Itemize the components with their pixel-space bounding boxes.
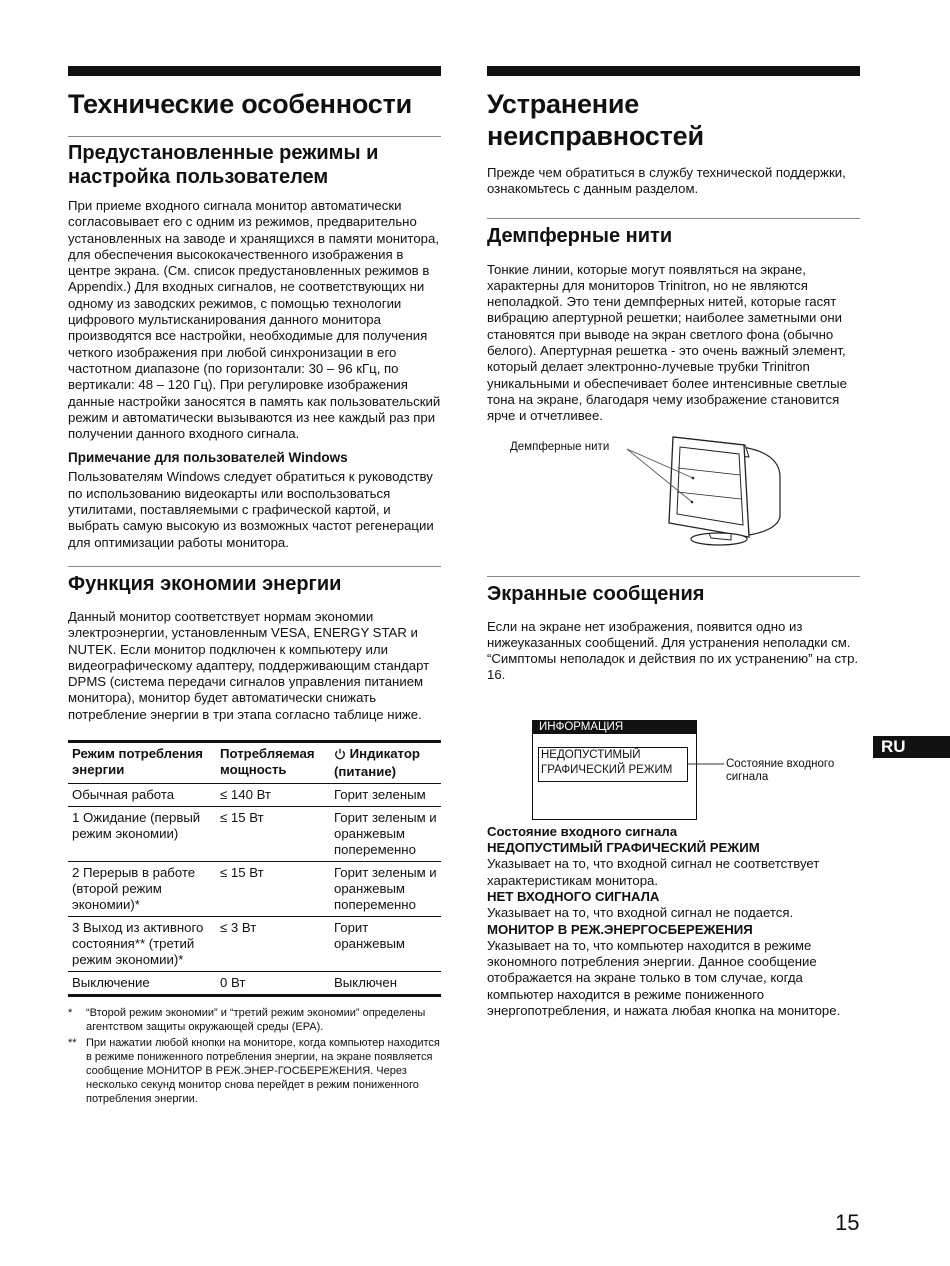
title-line: неисправностей: [487, 121, 704, 151]
divider: [487, 576, 860, 577]
osd-callout-line-text: сигнала: [726, 771, 769, 783]
page-title-tech-features: Технические особенности: [68, 89, 413, 119]
table-cell: 0 Вт: [220, 975, 246, 991]
heading-preset-modes: [68, 141, 441, 189]
table-cell: ≤ 15 Вт: [220, 865, 264, 881]
monitor-illustration: [487, 435, 787, 555]
table-row: [68, 784, 441, 807]
table-cell: Выключен: [334, 975, 397, 991]
page-number: 15: [835, 1210, 860, 1235]
windows-note-title: Примечание для пользователей Windows: [68, 450, 348, 466]
osd-callout-line-text: Состояние входного: [726, 758, 835, 770]
status-item-title: НЕДОПУСТИМЫЙ ГРАФИЧЕСКИЙ РЕЖИМ: [487, 840, 760, 856]
table-cell: Горит зеленым и оранжевым попеременно: [334, 865, 437, 913]
col-header-indicator-label: Индикатор (питание): [334, 746, 420, 780]
monitor-figure: [487, 435, 860, 570]
status-item-text: Указывает на то, что входной сигнал не подается.: [487, 905, 794, 921]
title-line: Устранение: [487, 89, 640, 119]
col-header-mode: Режим потребления энергии: [72, 746, 203, 778]
table-cell: ≤ 15 Вт: [220, 810, 264, 826]
language-tab: RU: [873, 736, 950, 758]
section-top-bar: [487, 66, 860, 76]
col-header-indicator: [330, 742, 441, 784]
table-row: [68, 972, 441, 996]
divider: [487, 218, 860, 219]
section-top-bar: [68, 66, 441, 76]
osd-info-screen: [532, 720, 697, 820]
osd-callout-label: [726, 758, 834, 784]
status-item-title: МОНИТОР В РЕЖ.ЭНЕРГОСБЕРЕЖЕНИЯ: [487, 921, 753, 937]
osd-header: ИНФОРМАЦИЯ: [533, 721, 696, 734]
right-column: [487, 66, 860, 1019]
status-item: [487, 922, 860, 1020]
table-cell: Обычная работа: [72, 787, 175, 803]
footnote: [68, 1036, 441, 1106]
heading-power-saving: Функция экономии энергии: [68, 572, 342, 595]
windows-note-text: Пользователям Windows следует обратиться к руководству по использованию видеокарты или воспользоваться утилитами, поставляемыми с графической картой, и выбрать самую высокую из возможных частот регенерации для оптимизации работы монитора.: [68, 469, 434, 550]
footnote-mark: *: [68, 1007, 73, 1020]
table-cell: 3 Выход из активного состояния** (третий режим экономии)*: [72, 920, 204, 968]
table-row: [68, 917, 441, 972]
heading-line: Предустановленные режимы и: [68, 142, 379, 164]
status-item-title: НЕТ ВХОДНОГО СИГНАЛА: [487, 888, 660, 904]
damper-wires-callout: Демпферные нити: [510, 440, 610, 453]
heading-onscreen-messages: Экранные сообщения: [487, 582, 705, 605]
table-cell: 2 Перерыв в работе (второй режим экономии)*: [72, 865, 196, 913]
power-saving-paragraph: Данный монитор соответствует нормам экономии электроэнергии, установленным VESA, ENERGY STAR и NUTEK. Если монитор подключен к компьютеру или видеографическому адаптеру, поддерживающим стандарт DPMS (система передачи сигналов управления питанием монитора), монитор будет автоматически снижать потребление энергии в три этапа согласно таблице ниже.: [68, 608, 430, 722]
divider: [68, 566, 441, 567]
power-symbol-icon: [334, 748, 346, 764]
damper-wires-paragraph: Тонкие линии, которые могут появляться на экране, характерны для мониторов Trinitron, но не являются неполадкой. Это тени демпферных нитей, которые гасят вибрацию апертурной решетки; наиболее заметными они становятся при выводе на экран светлого фона (обычно белого). Апертурная решетка - это очень важный элемент, который делает электронно-лучевые трубки Trinitron уникальными и обеспечивает более интенсивные светлые тона на экране, благодаря чему изображение становится ярче и отчетливее.: [487, 261, 847, 424]
footnotes: [68, 1006, 441, 1106]
divider: [68, 136, 441, 137]
heading-line: настройка пользователем: [68, 166, 329, 188]
table-cell: Горит оранжевым: [334, 920, 405, 952]
osd-callout-line: [688, 762, 728, 766]
table-cell: 1 Ожидание (первый режим экономии): [72, 810, 201, 842]
troubleshooting-intro: Прежде чем обратиться в службу технической поддержки, ознакомьтесь с данным разделом.: [487, 165, 846, 197]
table-header-row: [68, 742, 441, 784]
table-cell: Горит зеленым и оранжевым попеременно: [334, 810, 437, 858]
osd-message-box: [538, 747, 688, 782]
status-item: [487, 889, 860, 922]
col-header-power: Потребляемая мощность: [220, 746, 315, 778]
footnote: [68, 1006, 441, 1034]
table-cell: ≤ 3 Вт: [220, 920, 257, 936]
power-table: [68, 740, 441, 997]
left-column: [68, 66, 441, 1106]
osd-message-line: НЕДОПУСТИМЫЙ: [541, 749, 641, 761]
onscreen-messages-paragraph: Если на экране нет изображения, появится одно из нижеуказанных сообщений. Для устранения неполадки см. “Симптомы неполадок и действия по их устранению” на стр. 16.: [487, 618, 859, 683]
table-row: [68, 862, 441, 917]
heading-damper-wires: Демпферные нити: [487, 224, 673, 247]
page-title-troubleshooting: [487, 88, 860, 152]
table-cell: Горит зеленым: [334, 787, 426, 803]
preset-modes-paragraph: При приеме входного сигнала монитор автоматически согласовывает его с одним из режимов, предварительно установленных на заводе и хранящихся в памяти монитора, для обеспечения высококачественного изображения в центре экрана. (См. список предустановленных режимов в Appendix.) Для входных сигналов, не соответствующих ни одному из заводских режимов, с помощью технологии цифрового мультисканирования данного монитора производятся все настройки, необходимые для получения четкого изображения при любой синхронизации в его частотном диапазоне (по горизонтали: 30 – 96 кГц, по вертикали: 48 – 120 Гц). При регулировке изображения данные настройки заносятся в память как пользовательский режим и автоматически вызываются из нее каждый раз при получении данного входного сигнала.: [68, 198, 441, 442]
footnote-text: “Второй режим экономии” и “третий режим экономии” определены агентством защиты окружающей среды (EPA).: [86, 1007, 426, 1034]
table-cell: ≤ 140 Вт: [220, 787, 271, 803]
status-item-text: Указывает на то, что компьютер находится в режиме экономного потребления энергии. Данное сообщение отображается на экране только в том случае, когда компьютер находится в режиме пониженного энергопотребления, и нажата любая кнопка на мониторе.: [487, 937, 841, 1019]
osd-message-line: ГРАФИЧЕСКИЙ РЕЖИМ: [541, 764, 673, 776]
status-item: [487, 840, 860, 889]
footnote-text: При нажатии любой кнопки на мониторе, когда компьютер находится в режиме пониженного потребления энергии, на экране появляется сообщение МОНИТОР В РЕЖ.ЭНЕР-ГОСБЕРЕЖЕНИЯ. Через несколько секунд монитор снова перейдет в режим пониженного потребления энергии.: [86, 1037, 440, 1106]
input-status-title: Состояние входного сигнала: [487, 823, 678, 839]
table-row: [68, 807, 441, 862]
status-item-text: Указывает на то, что входной сигнал не соответствует характеристикам монитора.: [487, 856, 820, 888]
footnote-mark: **: [68, 1037, 77, 1050]
table-cell: Выключение: [72, 975, 150, 991]
